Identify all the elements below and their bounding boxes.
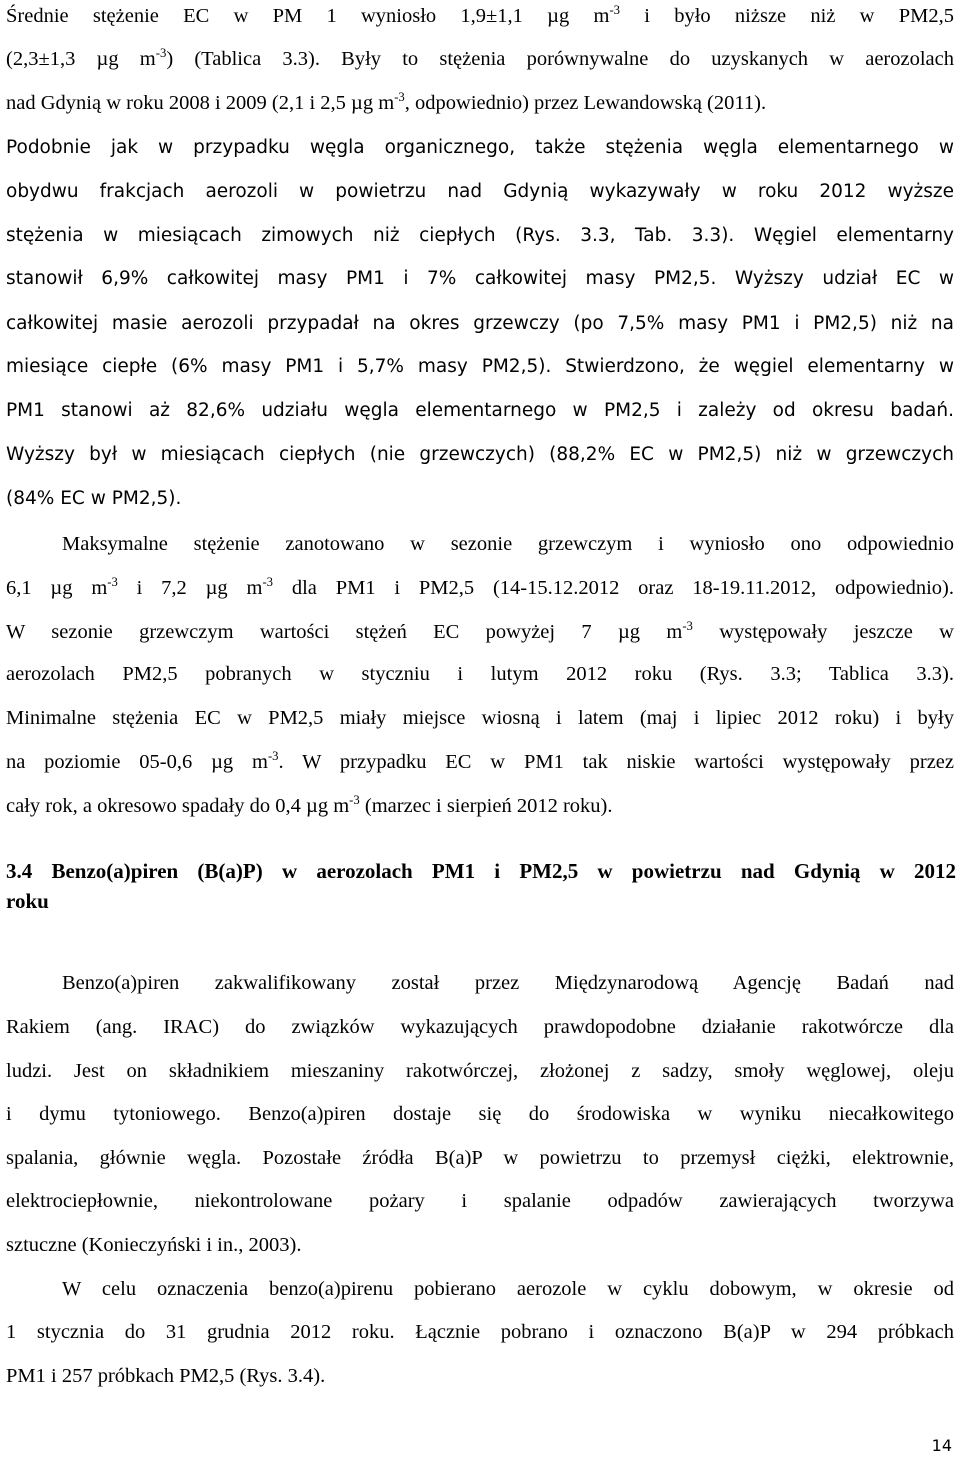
text-line: stężenia w miesiącach zimowych niż ciepłych (Rys. 3.3, Tab. 3.3). Węgiel elementarny (6, 225, 954, 246)
text-line: Rakiem (ang. IRAC) do związków wykazujących prawdopodobne działanie rakotwórcze dla (6, 1016, 954, 1038)
text-line: miesiące ciepłe (6% masy PM1 i 5,7% masy PM2,5). Stwierdzono, że węgiel elementarny w (6, 356, 954, 377)
text-line: W celu oznaczenia benzo(a)pirenu pobierano aerozole w cyklu dobowym, w okresie od (62, 1278, 954, 1300)
text-line: sztuczne (Konieczyński i in., 2003). (6, 1234, 302, 1256)
text-line: W sezonie grzewczym wartości stężeń EC powyżej 7 µg $m^{-3}$ występowały jeszcze w (6, 619, 954, 643)
text-line: (84% EC w PM2,5). (6, 488, 182, 509)
text-line: Wyższy był w miesiącach ciepłych (nie grzewczych) (88,2% EC w PM2,5) niż w grzewczych (6, 444, 954, 465)
text-line: Minimalne stężenia EC w PM2,5 miały miejsce wiosną i latem (maj i lipiec 2012 roku) i były (6, 707, 954, 729)
text-line: Maksymalne stężenie zanotowano w sezonie grzewczym i wyniosło ono odpowiednio (62, 533, 954, 555)
text-line: Benzo(a)piren zakwalifikowany został przez Międzynarodową Agencję Badań nad (62, 972, 954, 994)
text-line: aerozolach PM2,5 pobranych w styczniu i lutym 2012 roku (Rys. 3.3; Tablica 3.3). (6, 663, 954, 685)
text-line: nad Gdynią w roku 2008 i 2009 (2,1 i 2,5 µg $m^{-3}$, odpowiednio) przez Lewandowską (2011). (6, 90, 767, 114)
heading-line: 3.4 Benzo(a)piren (B(a)P) w aerozolach PM1 i PM2,5 w powietrzu nad Gdynią w 2012 (6, 859, 956, 883)
text-line: (2,3±1,3 µg $m^{-3}$) (Tablica 3.3). Były to stężenia porównywalne do uzyskanych w aerozolach (6, 46, 955, 70)
text-line: PM1 stanowi aż 82,6% udziału węgla elementarnego w PM2,5 i zależy od okresu badań. (6, 400, 954, 421)
text-line: Średnie stężenie EC w PM 1 wyniosło 1,9±1,1 µg $m^{-3}$ i było niższe niż w PM2,5 (6, 3, 954, 27)
text-line: cały rok, a okresowo spadały do 0,4 µg $m^{-3}$ (marzec i sierpień 2012 roku). (6, 793, 613, 817)
text-line: spalania, głównie węgla. Pozostałe źródła B(a)P w powietrzu to przemysł ciężki, elektrownie, (6, 1147, 954, 1169)
text-line: i dymu tytoniowego. Benzo(a)piren dostaje się do środowiska w wyniku niecałkowitego (6, 1103, 954, 1125)
text-line: PM1 i 257 próbkach PM2,5 (Rys. 3.4). (6, 1365, 326, 1387)
heading-line: roku (6, 889, 49, 913)
text-line: na poziomie 05-0,6 µg $m^{-3}$. W przypadku EC w PM1 tak niskie wartości występowały przez (6, 749, 954, 773)
text-line: elektrociepłownie, niekontrolowane pożary i spalanie odpadów zawierających tworzywa (6, 1190, 954, 1212)
text-line: obydwu frakcjach aerozoli w powietrzu nad Gdynią wykazywały w roku 2012 wyższe (6, 181, 954, 202)
text-line: Podobnie jak w przypadku węgla organicznego, także stężenia węgla elementarnego w (6, 137, 954, 158)
page-number: 14 (931, 1436, 952, 1455)
text-line: 1 stycznia do 31 grudnia 2012 roku. Łącznie pobrano i oznaczono B(a)P w 294 próbkach (6, 1321, 954, 1343)
text-line: ludzi. Jest on składnikiem mieszaniny rakotwórczej, złożonej z sadzy, smoły węglowej, oleju (6, 1060, 954, 1082)
text-line: stanowił 6,9% całkowitej masy PM1 i 7% całkowitej masy PM2,5. Wyższy udział EC w (6, 268, 954, 289)
text-line: 6,1 µg $m^{-3}$ i 7,2 µg $m^{-3}$ dla PM1 i PM2,5 (14-15.12.2012 oraz 18-19.11.2012, odpowiednio). (6, 575, 954, 599)
text-line: całkowitej masie aerozoli przypadał na okres grzewczy (po 7,5% masy PM1 i PM2,5) niż na (6, 313, 954, 334)
